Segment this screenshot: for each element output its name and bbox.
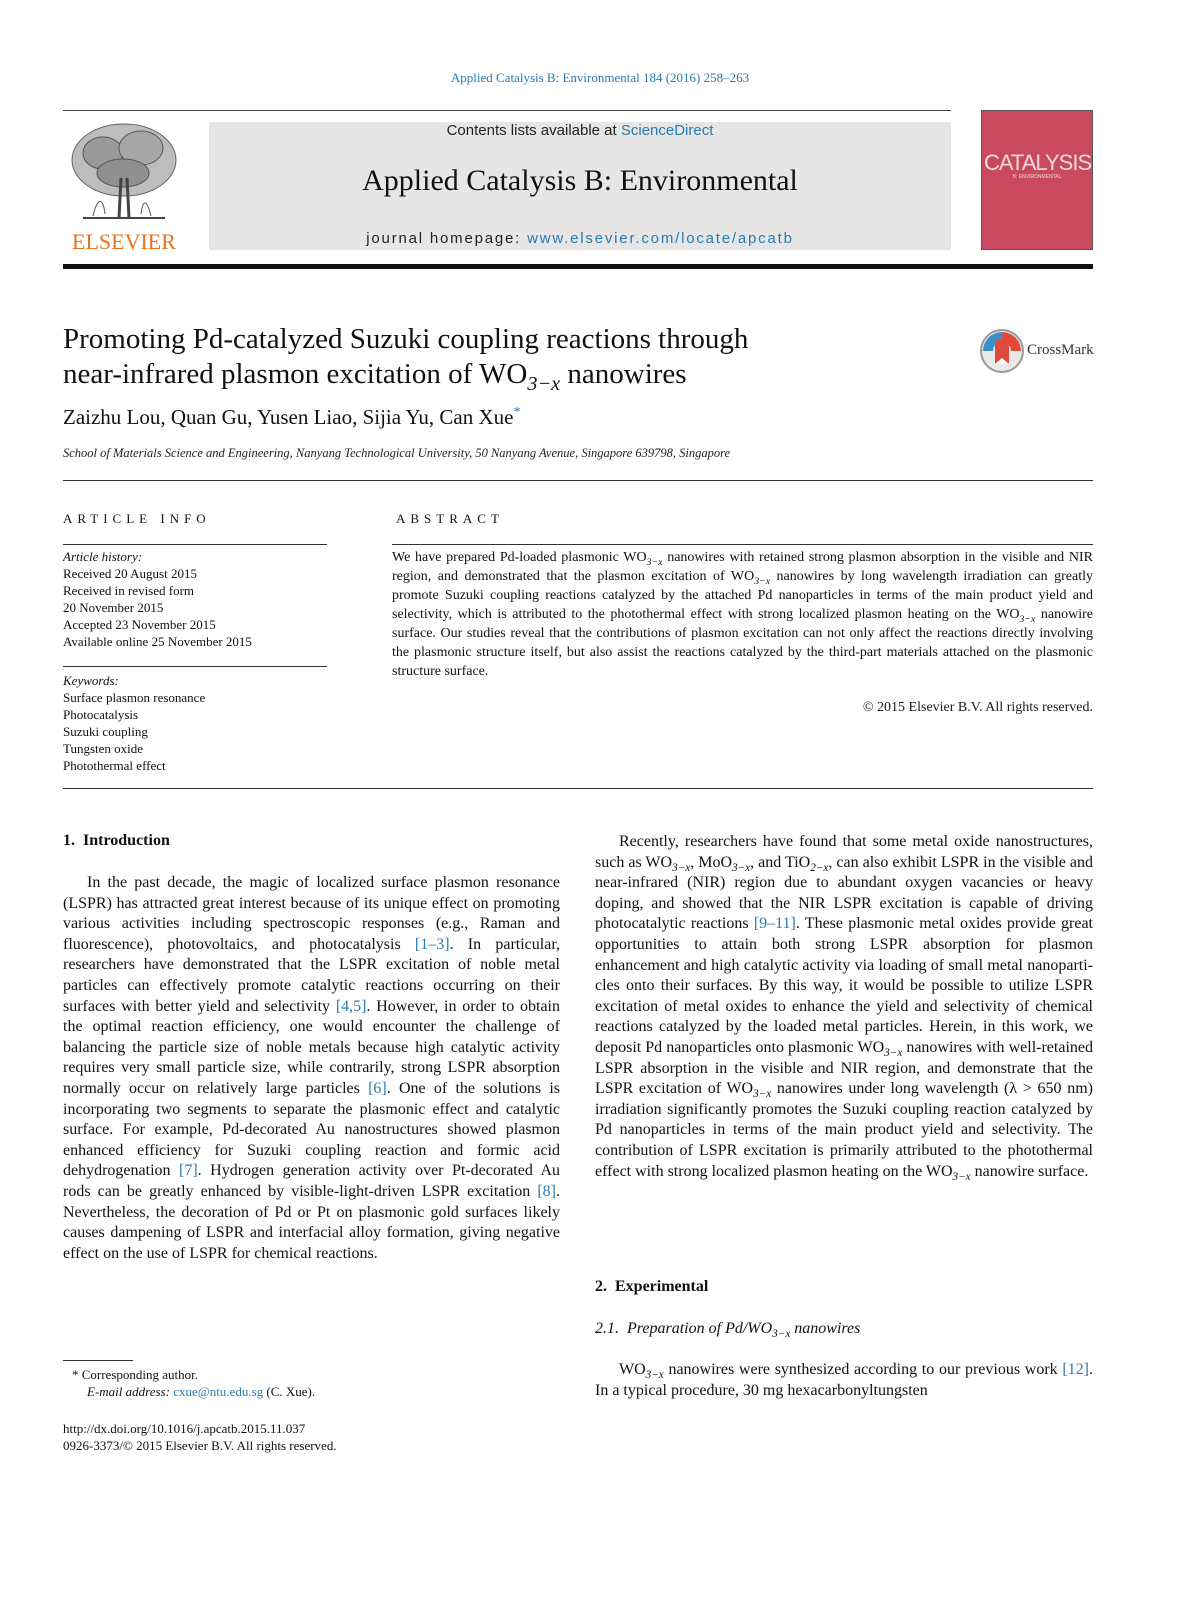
article-info-label: ARTICLE INFO (63, 511, 211, 526)
citation-link[interactable]: [9–11] (753, 915, 796, 933)
journal-citation[interactable]: Applied Catalysis B: Environmental 184 (2016) 258–263 (450, 70, 750, 85)
citation-link[interactable]: [8] (537, 1182, 556, 1200)
title-subscript: 3−x (527, 372, 561, 395)
footnote-corresponding (72, 1366, 198, 1383)
corresponding-author-mark[interactable]: * (513, 405, 521, 420)
doi-link[interactable]: http://dx.doi.org/10.1016/j.apcatb.2015.11.037 (63, 1421, 306, 1436)
email-link[interactable]: cxue@ntu.edu.sg (173, 1384, 264, 1399)
homepage-prefix: journal homepage: (366, 230, 528, 247)
header-rule (63, 110, 951, 111)
issn-copyright: 0926-3373/© 2015 Elsevier B.V. All rights reserved. (63, 1438, 337, 1453)
citation-link[interactable]: [6] (368, 1079, 387, 1097)
subsection-2-1-text: 2.1. Preparation of Pd/WO (595, 1320, 773, 1337)
crossmark-label: CrossMark (1027, 342, 1094, 358)
keyword-item: Suzuki coupling (63, 724, 148, 739)
keyword-item: Photothermal effect (63, 758, 166, 773)
keywords (63, 672, 333, 774)
title-line-2-prefix: near-infrared plasmon excitation of WO (63, 358, 528, 390)
article-info-rule (63, 544, 327, 545)
subsection-2-1-heading: 2.1. Preparation of $Pd/WO_{3-x}$ nanowires (595, 1320, 861, 1341)
keyword-item: Photocatalysis (63, 707, 139, 722)
contents-line (209, 122, 951, 139)
keywords-rule (63, 666, 327, 667)
history-item: Received 20 August 2015 (63, 566, 197, 581)
footnote-corresponding-text: Corresponding author. (81, 1367, 199, 1382)
experimental-heading: 2. Experimental (595, 1278, 709, 1295)
intro-paragraph: In the past decade, the magic of localized surface plasmon resonance (LSPR) has attracted great interest because of its unique effect on promoting various activities including spectroscopic responses (e.g., Raman and fluorescence), photovoltaics, and photocatalysis [1–3]. In particular, researchers have demonstrated that the LSPR excitation of noble metal particles can effectively promote catalytic reactions occurring on their surfaces with better yield and selectivity [4,5]. However, in order to obtain the optimal reaction efficiency, one would encounter the challenge of balancing the particle size of noble metals because high catalytic activity requires very small particle size, while contrarily, strong LSPR absorption normally occur on relatively large particles [6]. One of the solutions is incorporating two segments to separate the plasmonic effect and catalytic surface. For example, Pd-decorated Au nanostructures showed plasmon enhanced efficiency for Suzuki coupling reaction and formic acid dehydrogenation [7]. Hydrogen generation activity over Pt-decorated Au rods can be greatly enhanced by visible-light-driven LSPR excitation [8]. Nevertheless, the decoration of Pd or Pt on plasmonic gold surfaces likely causes dampening of LSPR and interfacial alloy formation, giving negative effect on the use of LSPR for chemical reactions. (63, 874, 561, 1262)
affiliation: School of Materials Science and Engineering, Nanyang Technological University, 50 Nanyang Avenue, Singapore 639798, Singapore (63, 446, 731, 460)
keywords-label: Keywords: (63, 673, 119, 688)
email-label: E-mail address: (87, 1384, 174, 1399)
header-thick-rule (63, 264, 1093, 269)
keyword-item: Tungsten oxide (63, 741, 144, 756)
abstract-rule (392, 544, 1093, 545)
title-line-1: Promoting Pd-catalyzed Suzuki coupling reactions through (63, 323, 749, 355)
homepage-line (209, 230, 951, 247)
affiliation-rule (63, 480, 1093, 481)
homepage-link[interactable]: www.elsevier.com/locate/apcatb (527, 230, 794, 247)
history-item: Accepted 23 November 2015 (63, 617, 216, 632)
footnote-rule (63, 1360, 133, 1361)
footnote-star: * (72, 1367, 82, 1382)
history-item: Available online 25 November 2015 (63, 634, 252, 649)
abstract-label: ABSTRACT (396, 511, 504, 526)
citation-link[interactable]: [7] (179, 1162, 198, 1180)
abstract-copyright: © 2015 Elsevier B.V. All rights reserved. (862, 700, 1093, 715)
email-suffix: (C. Xue). (263, 1384, 316, 1399)
citation-link[interactable]: [4,5] (335, 997, 367, 1015)
elsevier-wordmark: ELSEVIER (72, 229, 176, 254)
author-list: Zaizhu Lou, Quan Gu, Yusen Liao, Sijia Yu, Can Xue (63, 405, 514, 429)
citation-link[interactable]: [12] (1062, 1361, 1089, 1378)
citation-link[interactable]: [1–3] (414, 935, 450, 953)
authors (63, 405, 520, 430)
cover-title: CATALYSIS (984, 150, 1092, 175)
journal-name: Applied Catalysis B: Environmental (362, 164, 798, 197)
keyword-item: Surface plasmon resonance (63, 690, 206, 705)
abstract-bottom-rule (63, 788, 1093, 789)
intro-paragraph-2: Recently, researchers have found that some metal oxide nanostructures, such as $WO_{3-x}$, MoO$_{3-x}$, and TiO$_{2-x}$, can also exhibit LSPR in the visible and near-infrared (NIR) region due to abundant oxygen vacancies or heavy doping, and showed that the NIR LSPR excitation is capable of driving photocatalytic reactions [9–11]. These plasmonic metal oxides provide great opportunities to attain both strong LSPR absorption for plasmon enhancement and high catalytic activity via loading of small metal nanoparticles onto their surfaces. By this way, it would be possible to utilize LSPR excitation of metal oxides to enhance the yield and selectivity of chemical reactions catalyzed by the loaded metal particles. Herein, in this work, we deposit Pd nanoparticles onto plasmonic $WO_{3-x}$ nanowires with well-retained LSPR absorption in the visible and NIR region, and demonstrate that the LSPR excitation of $WO_{3-x}$ nanowires under long wavelength (λ > 650 nm) irradiation significantly promotes the Suzuki coupling reaction catalyzed by Pd nanoparticles in terms of the main product yield and selectivity. The contribution of LSPR excitation is primarily attributed to the photothermal effect with strong localized plasmon heating on the $WO_{3-x}$ nanowire surface. (595, 833, 1094, 1183)
article-title (63, 322, 923, 395)
abstract-text: We have prepared Pd-loaded plasmonic $WO_{3-x}$ nanowires with retained strong plasmon absorption in the visible and NIR region, and demonstrated that the plasmon excitation of $WO_{3-x}$ nanowires by long wavelength irradiation can greatly promote Suzuki coupling reactions catalyzed by the attached Pd nanoparticles in terms of the main product yield and selectivity, which is attributed to the photothermal effect with strong localized plasmon heating on the $WO_{3-x}$ nanowire surface. Our studies reveal that the contributions of plasmon excitation can not only affect the reactions directly involving the plasmonic structure itself, but also assist the reactions catalyzed by the third-part materials attached on the plasmonic structure surface. (392, 550, 1093, 679)
contents-prefix: Contents lists available at (446, 122, 621, 139)
crossmark-icon (978, 327, 1026, 375)
title-line-2-suffix: nanowires (560, 358, 687, 390)
journal-cover (981, 110, 1093, 250)
footnote-email (87, 1383, 315, 1400)
sciencedirect-link[interactable]: ScienceDirect (620, 122, 714, 139)
intro-heading: 1. Introduction (63, 832, 170, 849)
history-label: Article history: (63, 549, 143, 564)
article-history (63, 548, 333, 650)
history-item: Received in revised form (63, 583, 195, 598)
experimental-paragraph: $WO_{3-x}$ nanowires were synthesized according to our previous work [12]. In a typical procedure, 30 mg hexacarbonyltungsten (595, 1361, 1093, 1399)
history-item: 20 November 2015 (63, 600, 164, 615)
cover-subtitle: B: ENVIRONMENTAL (1012, 174, 1062, 180)
